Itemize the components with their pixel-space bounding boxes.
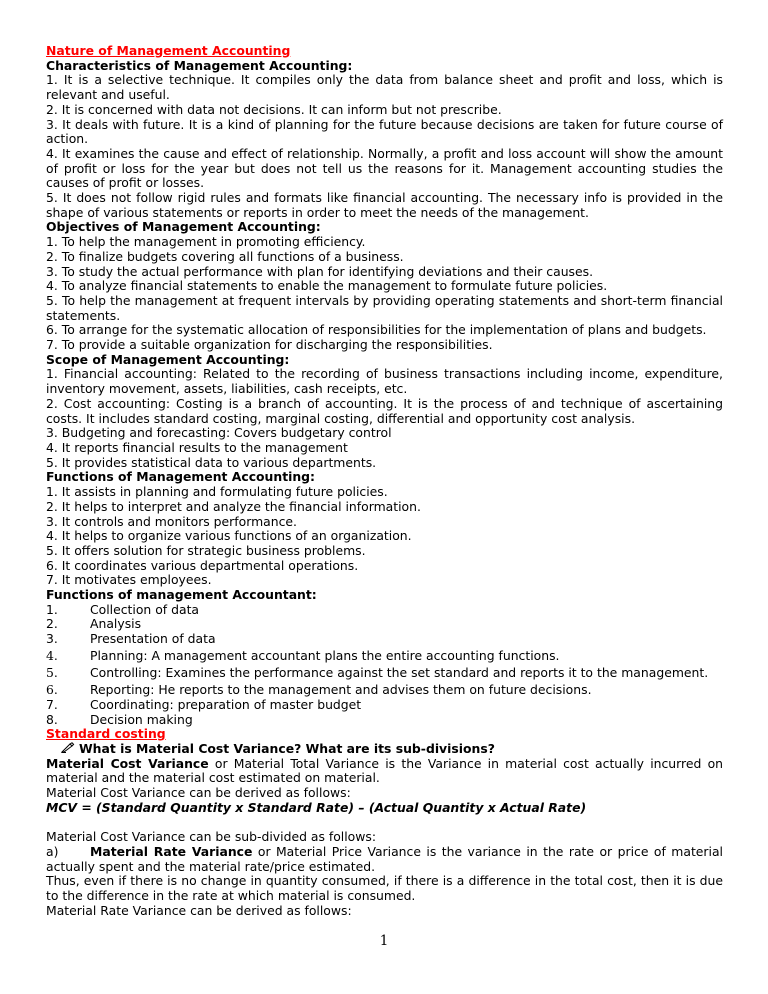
- list-item: 4. To analyze financial statements to enable the management to formulate future policies.: [46, 278, 608, 294]
- list-item: 2. It helps to interpret and analyze the financial information.: [46, 498, 421, 514]
- list-item: [46, 632, 723, 647]
- list-item: 3. It controls and monitors performance.: [46, 513, 297, 529]
- mcv-def-text: or Material Total Variance is the Variance in material cost actually incurred on material and the material cost estimated on material.: [46, 755, 723, 786]
- standard-costing-heading: Standard costing: [46, 726, 166, 742]
- list-item: 5. It offers solution for strategic business problems.: [46, 542, 366, 558]
- list-item: 5. It does not follow rigid rules and formats like financial accounting. The necessary info is provided in the shape of various statements or reports in order to meet the needs of the management.: [46, 190, 723, 220]
- subdivided-text: Material Cost Variance can be sub-divided as follows:: [46, 829, 377, 845]
- functions-heading: Functions of Management Accounting:: [46, 469, 316, 485]
- list-item: [46, 649, 723, 664]
- writing-hand-icon: [61, 742, 79, 757]
- list-item: 7. To provide a suitable organization for discharging the responsibilities.: [46, 337, 493, 353]
- mcv-definition: [46, 757, 723, 786]
- characteristics-heading: Characteristics of Management Accounting:: [46, 57, 353, 73]
- list-item: 2. It is concerned with data not decisions. It can inform but not prescribe.: [46, 101, 502, 117]
- list-item: [46, 617, 723, 632]
- sub-label: a): [46, 843, 59, 859]
- list-item: [46, 698, 723, 713]
- item-text: Analysis: [90, 616, 142, 632]
- mcv-derive: Material Cost Variance can be derived as follows:: [46, 785, 351, 801]
- blank-line: [46, 816, 723, 831]
- mrv-definition: [46, 845, 723, 874]
- list-item: 5. It provides statistical data to various departments.: [46, 454, 377, 470]
- item-text: Coordinating: preparation of master budget: [90, 696, 362, 712]
- scope-heading: Scope of Management Accounting:: [46, 351, 290, 367]
- item-number: 1.: [46, 601, 58, 617]
- list-item: 4. It helps to organize various functions of an organization.: [46, 528, 412, 544]
- list-item: 6. It coordinates various departmental operations.: [46, 557, 359, 573]
- item-number: 5.: [46, 664, 58, 680]
- question-text: What is Material Cost Variance? What are its sub-divisions?: [79, 741, 495, 757]
- list-item: [46, 683, 723, 698]
- document-page: [46, 44, 723, 918]
- list-item: 4. It reports financial results to the management: [46, 439, 348, 455]
- list-item: [46, 713, 723, 728]
- list-item: 3. To study the actual performance with plan for identifying deviations and their causes.: [46, 263, 594, 279]
- thus-text: Thus, even if there is no change in quantity consumed, if there is a difference in the total cost, then it is due to the difference in the rate at which material is consumed.: [46, 873, 723, 904]
- mrv-term: Material Rate Variance: [90, 843, 253, 859]
- mcv-formula: MCV = (Standard Quantity x Standard Rate) – (Actual Quantity x Actual Rate): [46, 799, 587, 815]
- list-item: 3. It deals with future. It is a kind of planning for the future because decisions are taken for future course of action.: [46, 116, 723, 147]
- list-item: [46, 666, 723, 681]
- item-text: Collection of data: [90, 601, 200, 617]
- list-item: 1. To help the management in promoting efficiency.: [46, 234, 366, 250]
- item-number: 2.: [46, 616, 58, 632]
- list-item: 1. It is a selective technique. It compiles only the data from balance sheet and profit and loss, which is relevant and useful.: [46, 72, 723, 103]
- list-item: 2. Cost accounting: Costing is a branch of accounting. It is the process of and technique of ascertaining costs. It includes standard costing, marginal costing, differential and opportunity cost analysis.: [46, 395, 723, 426]
- item-text: Controlling: Examines the performance against the set standard and reports it to the management.: [90, 664, 709, 680]
- item-text: Planning: A management accountant plans the entire accounting functions.: [90, 647, 560, 663]
- list-item: 4. It examines the cause and effect of relationship. Normally, a profit and loss account will show the amount of profit or loss for the year but does not tell us the reasons for it. Management accounting studies the causes of profit or losses.: [46, 145, 723, 191]
- list-item: 7. It motivates employees.: [46, 572, 212, 588]
- list-item: 6. To arrange for the systematic allocation of responsibilities for the implementation of plans and budgets.: [46, 322, 707, 338]
- item-text: Presentation of data: [90, 631, 216, 647]
- item-number: 6.: [46, 682, 58, 698]
- list-item: 2. To finalize budgets covering all functions of a business.: [46, 248, 404, 264]
- list-item: [46, 603, 723, 618]
- list-item: 1. It assists in planning and formulating future policies.: [46, 484, 388, 500]
- item-text: Decision making: [90, 711, 193, 727]
- list-item: 5. To help the management at frequent intervals by providing operating statements and short-term financial statements.: [46, 292, 723, 323]
- item-number: 3.: [46, 631, 58, 647]
- list-item: 3. Budgeting and forecasting: Covers budgetary control: [46, 425, 392, 441]
- mcv-term: Material Cost Variance: [46, 755, 209, 771]
- mrv-derive: Material Rate Variance can be derived as follows:: [46, 902, 352, 918]
- item-text: Reporting: He reports to the management and advises them on future decisions.: [90, 682, 592, 698]
- item-number: 7.: [46, 696, 58, 712]
- accountant-heading: Functions of management Accountant:: [46, 587, 317, 603]
- page-number: 1: [379, 933, 389, 949]
- list-item: 1. Financial accounting: Related to the recording of business transactions including income, expenditure, inventory movement, assets, liabilities, cash receipts, etc.: [46, 366, 723, 397]
- objectives-heading: Objectives of Management Accounting:: [46, 219, 321, 235]
- page-title: Nature of Management Accounting: [46, 43, 291, 58]
- item-number: 4.: [46, 647, 58, 663]
- item-number: 8.: [46, 711, 58, 727]
- mrv-def-text: or Material Price Variance is the variance in the rate or price of material actually spent and the material rate/price estimated.: [46, 843, 723, 874]
- question: [46, 742, 723, 757]
